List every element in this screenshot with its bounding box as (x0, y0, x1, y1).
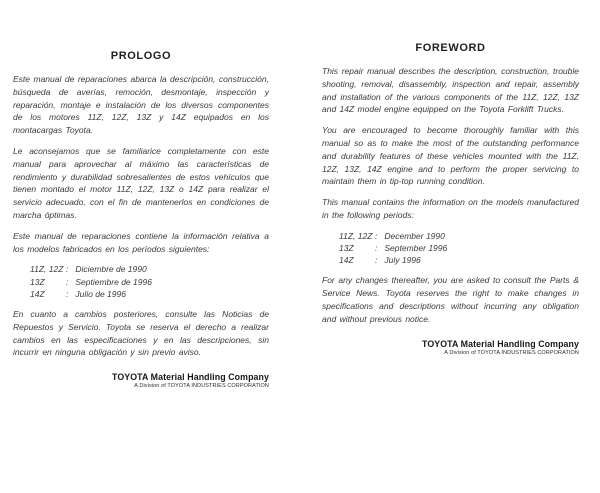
period-model: 11Z, 12Z (339, 230, 373, 241)
period-row (30, 276, 269, 288)
period-row (339, 230, 579, 242)
periods-list (30, 263, 269, 300)
period-colon: : (66, 276, 69, 287)
closing-paragraph: For any changes thereafter, you are asked to consult the Parts & Service News. Toyota reserves the right to make changes in specifications and descriptions without incurring any obligation and without previous notice. (322, 275, 579, 324)
body-paragraph: Este manual de reparaciones contiene la información relativa a los modelos fabricados en los períodos siguientes: (13, 230, 269, 254)
period-colon: : (375, 230, 378, 241)
period-model: 14Z (30, 288, 45, 299)
period-date: July 1996 (384, 255, 421, 266)
page-title-foreword: FOREWORD (415, 42, 486, 54)
closing-paragraph: En cuanto a cambios posteriores, consulte las Noticias de Repuestos y Servicio. Toyota se reserva el derecho a realizar cambios en las especificaciones y en las descripciones, sin incurrir en ninguna obligación y sin previo aviso. (13, 308, 269, 358)
period-date: December 1990 (384, 230, 445, 241)
body-paragraph: This repair manual describes the description, construction, trouble shooting, removal, disassembly, inspection and repair, assembly and installation of the various components of the 11Z, 12Z, 13Z and 14Z model engine equipped on the Toyota Forklift Trucks. (322, 66, 579, 115)
period-date: Julio de 1996 (75, 288, 126, 299)
period-model: 14Z (339, 255, 354, 266)
period-date: Septiembre de 1996 (75, 276, 152, 287)
body-paragraph: Le aconsejamos que se familiarice completamente con este manual para aprovechar al máximo las características de rendimiento y durabilidad sobresalientes de estos vehículos que tienen montado el motor 11Z, 12Z, 13Z o 14Z para realizar el servicio adecuado, con el fin de mantenerlos en condiciones de marcha óptimas. (13, 145, 269, 220)
signature-division: A Division of TOYOTA INDUSTRIES CORPORATION (444, 349, 579, 356)
period-colon: : (66, 288, 69, 299)
period-row (339, 242, 579, 254)
period-model: 11Z, 12Z (30, 264, 64, 275)
page-title-prologo: PROLOGO (110, 50, 172, 62)
signature-block (322, 339, 579, 356)
page-foreword (322, 42, 579, 356)
body-paragraph: You are encouraged to become thoroughly familiar with this manual so as to make the most of the outstanding performance and durability features of these vehicles mounted with the 11Z, 12Z, 13Z, 14Z engine and to perform the proper servicing to maintain them in tip-top running condition. (322, 125, 579, 187)
signature-division: A Division of TOYOTA INDUSTRIES CORPORATION (134, 383, 269, 390)
signature-company: TOYOTA Material Handling Company (422, 338, 579, 349)
body-paragraph: Este manual de reparaciones abarca la descripción, construcción, búsqueda de averías, remoción, desmontaje, inspección y reparación, montaje e instalación de los diversos componentes de los motores 11Z, 12Z, 13Z y 14Z equipados en los montacargas Toyota. (13, 74, 269, 136)
body-paragraph: This manual contains the information on the models manufactured in the following periods: (322, 197, 579, 220)
period-date: September 1996 (384, 242, 448, 253)
signature-company: TOYOTA Material Handling Company (112, 372, 269, 383)
period-colon: : (375, 242, 378, 253)
period-row (30, 263, 269, 275)
page-prologo (13, 50, 269, 389)
period-row (30, 288, 269, 300)
signature-block (13, 372, 269, 389)
period-model: 13Z (339, 242, 354, 253)
period-model: 13Z (30, 276, 45, 287)
period-colon: : (66, 264, 69, 275)
periods-list (339, 230, 579, 267)
period-colon: : (375, 255, 378, 266)
period-row (339, 254, 579, 266)
period-date: Diciembre de 1990 (75, 264, 147, 275)
